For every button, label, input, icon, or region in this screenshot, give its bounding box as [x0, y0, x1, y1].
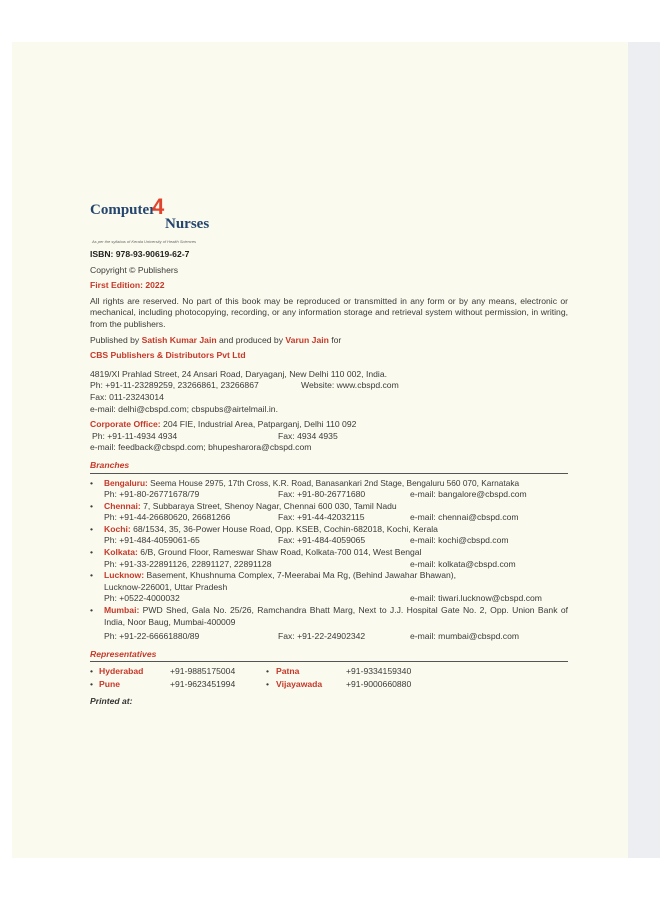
branches-heading: Branches	[90, 460, 568, 474]
rep-vijayawada-phone: +91-9000660880	[346, 679, 412, 690]
published-by: Published by Satish Kumar Jain and produced by Varun Jain for	[90, 334, 342, 345]
representatives-heading: Representatives	[90, 649, 568, 663]
rights-notice: All rights are reserved. No part of this book may be reproduced or transmitted in any form or by any means, electronic or mechanical, including photocopying, recording, or any information storage and retrieval system without permission, in writing, from the publishers.	[90, 295, 568, 329]
publisher-person-2: Varun Jain	[285, 334, 329, 345]
branch-bengaluru: • Bengaluru: Seema House 2975, 17th Cross, K.R. Road, Banasankari 2nd Stage, Bengaluru 560 070, Karnataka Ph: +91-80-26771678/79 Fax: +91-80-26771680 e-mail: bangalore@cbspd.com	[90, 477, 527, 500]
branch-lucknow: • Lucknow: Basement, Khushnuma Complex, 7-Meerabai Ma Rg, (Behind Jawahar Bhawan), Lucknow-226001, Uttar Pradesh Ph: +0522-4000032 e-mail: tiwari.lucknow@cbspd.com	[90, 570, 542, 604]
printed-at: Printed at:	[90, 696, 133, 707]
copyright: Copyright © Publishers	[90, 264, 179, 275]
head-office-email: e-mail: delhi@cbspd.com; cbspubs@airtelmail.in.	[90, 403, 278, 414]
rep-hyderabad-phone: +91-9885175004	[170, 666, 236, 677]
corporate-office: Corporate Office: 204 FIE, Industrial Area, Patparganj, Delhi 110 092	[90, 419, 357, 430]
head-office-fax: Fax: 011-23243014	[90, 391, 164, 402]
logo-word-nurses: Nurses	[165, 216, 210, 232]
corporate-contact	[90, 431, 568, 443]
edition: First Edition: 2022	[90, 280, 165, 291]
scrollbar[interactable]	[628, 42, 660, 858]
logo-word-computer: Computer	[90, 202, 156, 218]
publisher-name: CBS Publishers & Distributors Pvt Ltd	[90, 350, 246, 361]
logo-digit: 4	[152, 194, 165, 219]
corporate-phone: Ph: +91-11-4934 4934	[92, 430, 178, 441]
website: Website: www.cbspd.com	[301, 380, 399, 391]
branch-kolkata: • Kolkata: 6/B, Ground Floor, Rameswar Shaw Road, Kolkata-700 014, West Bengal Ph: +91-33-22891126, 22891127, 22891128 e-mail: kolkata@cbspd.com	[90, 547, 516, 569]
rep-patna-phone: +91-9334159340	[346, 666, 412, 677]
corporate-fax: Fax: 4934 4935	[278, 430, 338, 441]
logo-tagline: As per the syllabus of Kerala University of Health Sciences	[92, 239, 197, 244]
corporate-office-label: Corporate Office:	[90, 419, 161, 430]
branch-chennai: • Chennai: 7, Subbaraya Street, Shenoy Nagar, Chennai 600 030, Tamil Nadu Ph: +91-44-26680620, 26681266 Fax: +91-44-42032115 e-mail: chennai@cbspd.com	[90, 500, 519, 523]
imprint-content	[90, 194, 568, 708]
representatives-row-2: • Pune +91-9623451994 • Vijayawada +91-9000660880	[90, 679, 412, 690]
publisher-logo	[90, 194, 568, 244]
isbn: ISBN: 978-93-90619-62-7	[90, 249, 190, 259]
head-office-phone: Ph: +91-11-23289259, 23266861, 23266867	[90, 380, 259, 391]
rep-vijayawada: Vijayawada	[276, 679, 323, 690]
publisher-person-1: Satish Kumar Jain	[141, 334, 217, 345]
branch-kochi: • Kochi: 68/1534, 35, 36-Power House Road, Opp. KSEB, Cochin-682018, Kochi, Kerala Ph: +91-484-4059061-65 Fax: +91-484-4059065 e-mail: kochi@cbspd.com	[90, 523, 509, 546]
representatives-row-1: • Hyderabad +91-9885175004 • Patna +91-9334159340	[90, 666, 412, 677]
rep-hyderabad: Hyderabad	[99, 666, 144, 677]
rep-pune: Pune	[99, 679, 121, 690]
branch-mumbai: • Mumbai: PWD Shed, Gala No. 25/26, Ramchandra Bhatt Marg, Next to J.J. Hospital Gate No. 2, Opp. Union Bank of India, Noor Baug, Mumbai-400009 Ph: +91-22-66661880/89 Fax: +91-22-24902342 e-mail: mumbai@cbspd.com	[90, 605, 568, 642]
head-office-contact	[90, 380, 568, 392]
rep-pune-phone: +91-9623451994	[170, 679, 236, 690]
corporate-email: e-mail: feedback@cbspd.com; bhupesharora@cbspd.com	[90, 442, 312, 453]
head-office-address: 4819/XI Prahlad Street, 24 Ansari Road, Daryaganj, New Delhi 110 002, India.	[90, 368, 387, 379]
rep-patna: Patna	[276, 666, 300, 677]
